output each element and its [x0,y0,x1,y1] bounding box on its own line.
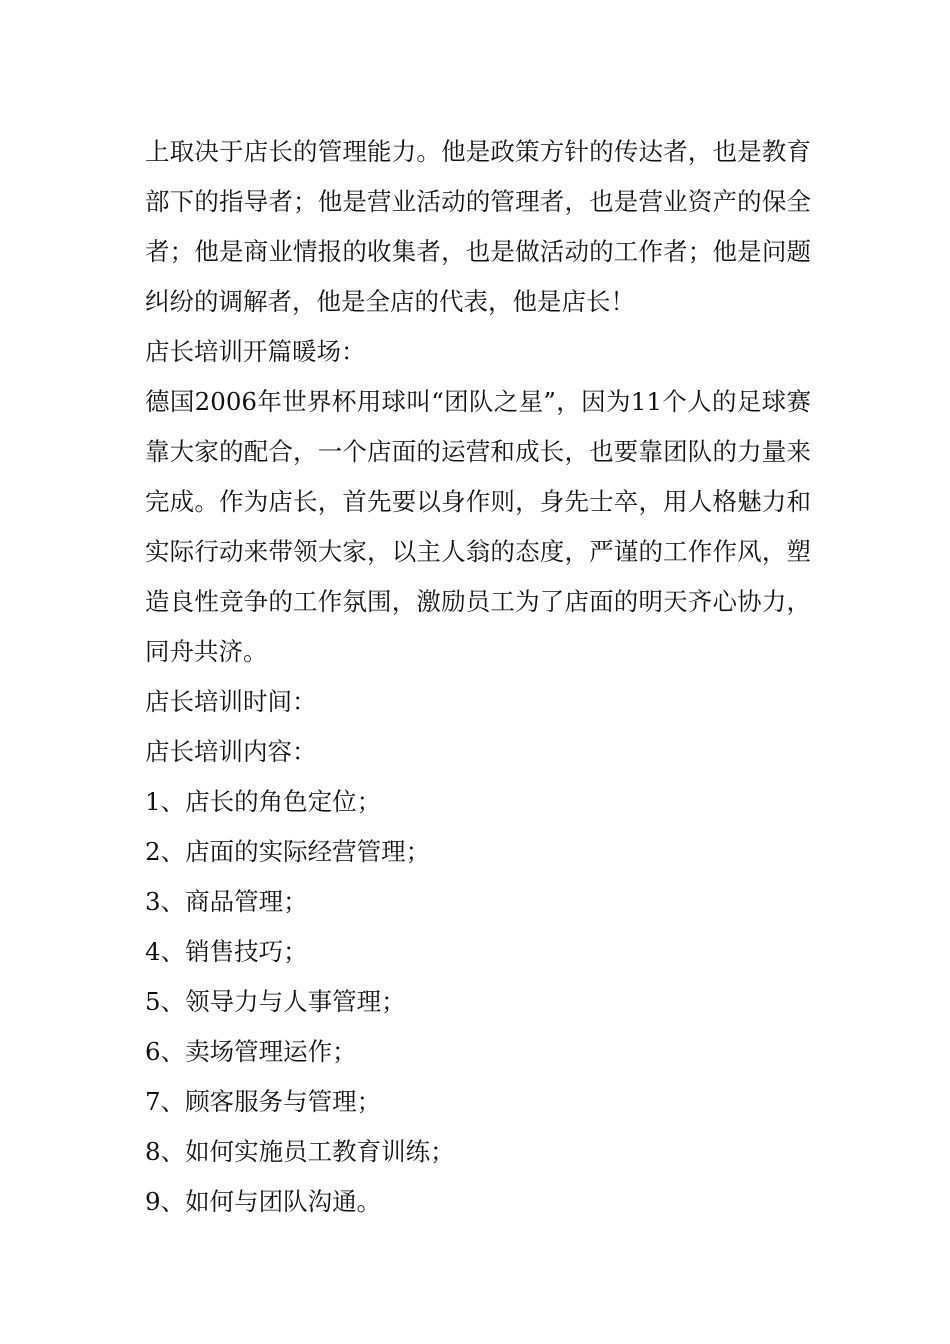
list-item: 7、顾客服务与管理； [145,1087,382,1116]
list-item: 4、销售技巧； [145,937,308,966]
intro-paragraph: 上取决于店长的管理能力。他是政策方针的传达者，也是教育部下的指导者；他是营业活动的管理者，也是营业资产的保全者；他是商业情报的收集者，也是做活动的工作者；他是问题纠纷的调解者，他是全店的代表，他是店长！ [145,137,811,316]
list-item: 6、卖场管理运作； [145,1037,357,1066]
warmup-paragraph: 德国2006年世界杯用球叫“团队之星”，因为11个人的足球赛靠大家的配合，一个店面的运营和成长，也要靠团队的力量来完成。作为店长，首先要以身作则，身先士卒，用人格魅力和实际行动来带领大家，以主人翁的态度，严谨的工作作风，塑造良性竞争的工作氛围，激励员工为了店面的明天齐心协力，同舟共济。 [145,387,811,666]
list-item: 9、如何与团队沟通。 [145,1187,382,1216]
document-body [145,127,811,1227]
training-content-heading: 店长培训内容： [145,737,317,766]
warmup-heading: 店长培训开篇暖场： [145,337,366,366]
list-item: 2、店面的实际经营管理； [145,837,431,866]
training-time-heading: 店长培训时间： [145,687,317,716]
list-item: 5、领导力与人事管理； [145,987,406,1016]
list-item: 3、商品管理； [145,887,308,916]
list-item: 8、如何实施员工教育训练； [145,1137,455,1166]
list-item: 1、店长的角色定位； [145,787,382,816]
